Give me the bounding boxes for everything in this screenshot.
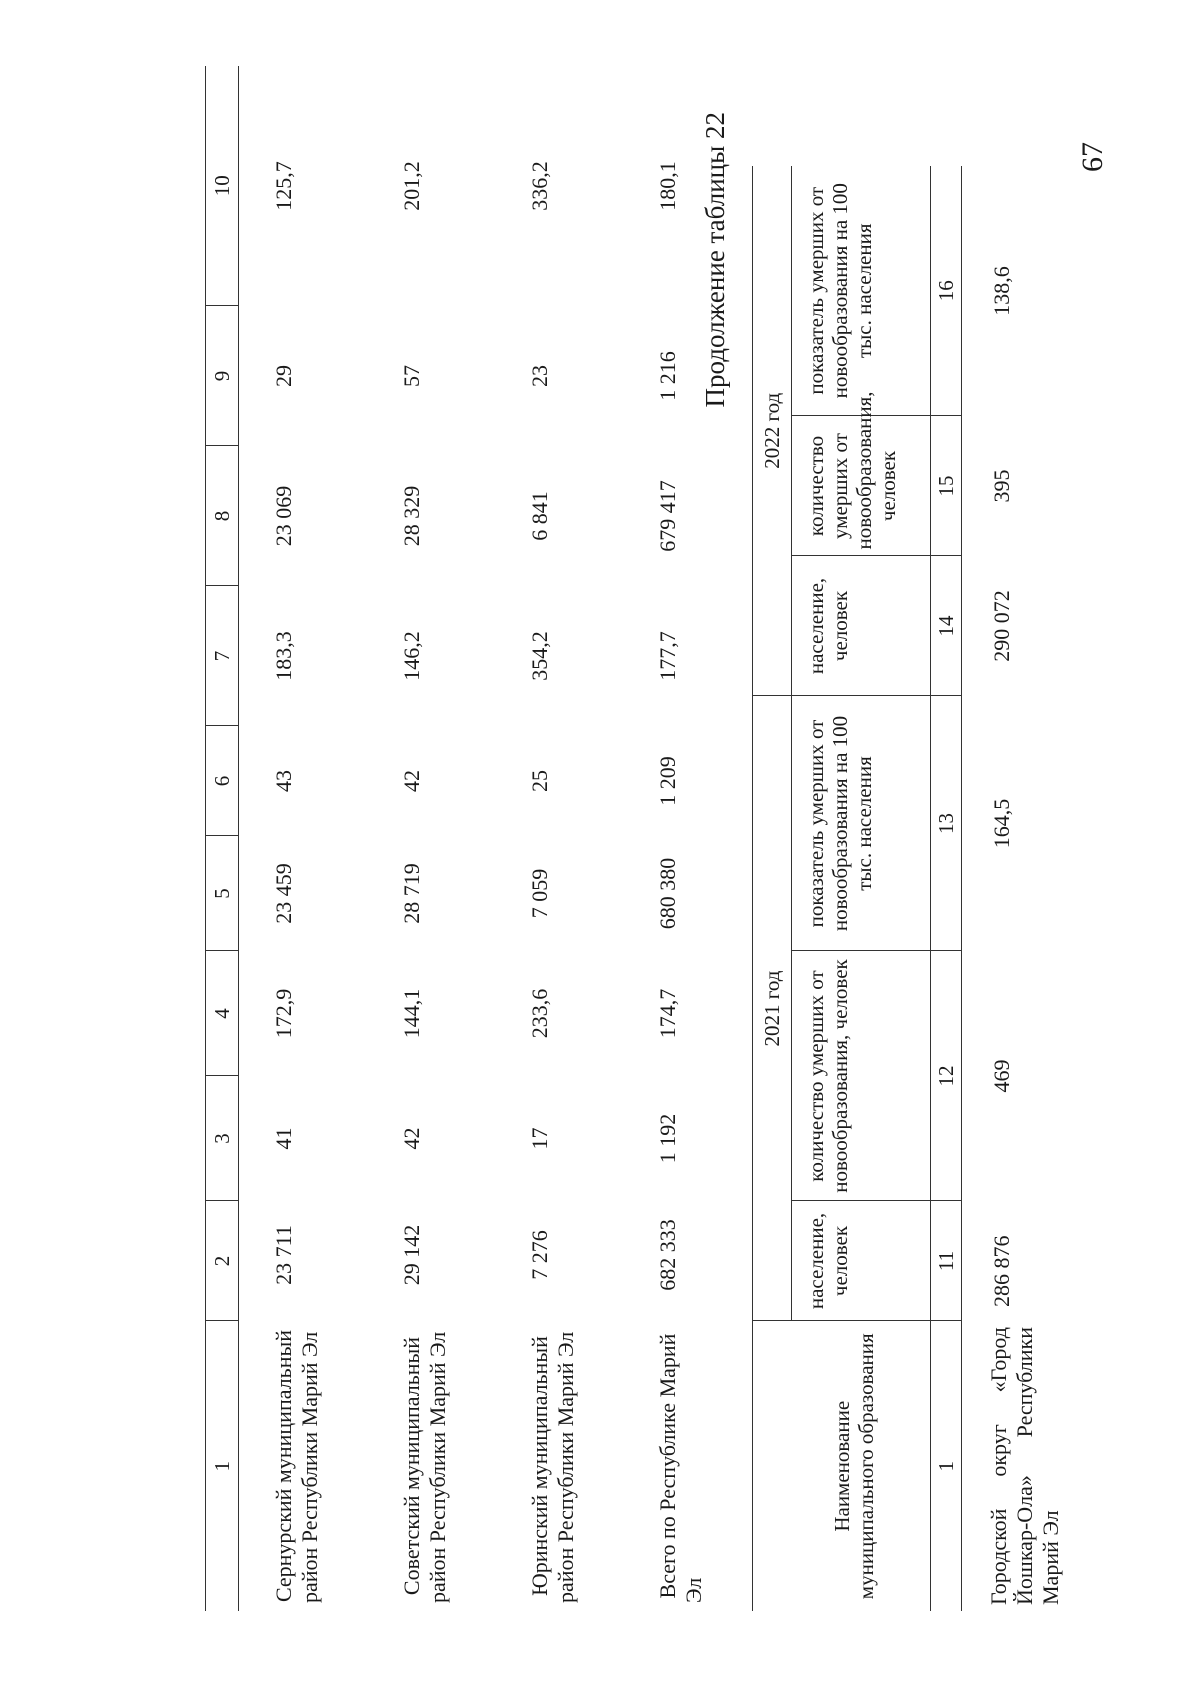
deaths-count-header: количество умерших от новообразования, человек	[792, 416, 931, 556]
table-cell: 7 276	[527, 1230, 552, 1280]
table-cell: 23 069	[271, 485, 296, 547]
table-row	[239, 66, 368, 1611]
table-cell: 1 192	[655, 1113, 680, 1164]
table-cell: 42	[399, 770, 424, 792]
table-cell: 177,7	[655, 631, 680, 681]
table-cell: 41	[271, 1127, 296, 1150]
table-continuation-caption: Продолжение таблицы 22	[700, 112, 730, 408]
main-table	[205, 66, 751, 1611]
municipality-name: Сернурский муниципальный район Республики Марий Эл	[271, 1329, 322, 1603]
municipality-name: Всего по Республике Марий Эл	[655, 1333, 706, 1603]
table-cell: 183,3	[271, 631, 296, 681]
column-number: 7	[206, 586, 239, 726]
table-cell: 290 072	[989, 590, 1014, 662]
table-cell: 23	[527, 365, 552, 387]
column-number: 2	[206, 1201, 239, 1321]
table-row	[367, 66, 495, 1611]
deaths-rate-header: показатель умерших от новообразования на 100 тыс. населения	[792, 166, 931, 416]
column-number: 11	[931, 1201, 962, 1321]
column-number-row	[206, 66, 239, 1611]
column-number: 14	[931, 556, 962, 696]
table-cell: 286 876	[989, 1235, 1014, 1307]
page-number: 67	[1076, 142, 1109, 172]
municipality-name: Городской округ «Город Йошкар-Ола» Республики Марий Эл	[986, 1327, 1063, 1605]
population-header: население, человек	[792, 1201, 931, 1321]
table-cell: 469	[989, 1059, 1014, 1093]
table-cell: 180,1	[655, 161, 680, 211]
year-2021-header: 2021 год	[753, 696, 792, 1321]
column-number: 9	[206, 306, 239, 446]
table-cell: 680 380	[655, 857, 680, 930]
table-cell: 354,2	[527, 631, 552, 681]
table-cell: 395	[989, 469, 1014, 503]
continuation-table	[752, 166, 1096, 1611]
table-cell: 42	[399, 1127, 424, 1150]
municipality-header: Наименование муниципального образования	[753, 1321, 931, 1611]
population-header: население, человек	[792, 556, 931, 696]
column-number: 4	[206, 951, 239, 1076]
table-cell: 1 209	[655, 756, 680, 806]
year-2022-header: 2022 год	[753, 166, 792, 696]
table-cell: 17	[527, 1127, 552, 1150]
table-cell: 28 719	[399, 863, 424, 924]
table-cell: 174,7	[655, 988, 680, 1039]
column-number: 1	[206, 1321, 239, 1611]
table-cell: 29 142	[399, 1224, 424, 1286]
table-cell: 172,9	[271, 988, 296, 1039]
column-number: 3	[206, 1076, 239, 1201]
municipality-name: Советский муниципальный район Республики Марий Эл	[399, 1331, 450, 1603]
table-row-total	[623, 66, 751, 1611]
table-cell: 233,6	[527, 988, 552, 1039]
table-cell: 28 329	[399, 485, 424, 547]
deaths-count-header: количество умерших от новообразования, человек	[792, 951, 931, 1201]
table-cell: 138,6	[989, 266, 1014, 316]
table-cell: 6 841	[527, 491, 552, 541]
column-number: 12	[931, 951, 962, 1201]
table-cell: 7 059	[527, 868, 552, 919]
year-header-row	[753, 166, 792, 1611]
table-cell: 201,2	[399, 161, 424, 211]
table-cell: 682 333	[655, 1219, 680, 1291]
column-number: 1	[931, 1321, 962, 1611]
table-cell: 164,5	[989, 798, 1014, 849]
table-cell: 144,1	[399, 988, 424, 1039]
table-cell: 29	[271, 365, 296, 387]
deaths-rate-header: показатель умерших от новообразования на 100 тыс. населения	[792, 696, 931, 951]
column-number: 6	[206, 726, 239, 836]
table-row	[495, 66, 623, 1611]
table-cell: 125,7	[271, 161, 296, 211]
column-number: 5	[206, 836, 239, 951]
table-cell: 679 417	[655, 480, 680, 552]
column-number: 10	[206, 66, 239, 306]
column-number: 13	[931, 696, 962, 951]
table-cell: 43	[271, 770, 296, 792]
table-cell: 23 459	[271, 863, 296, 924]
column-number: 8	[206, 446, 239, 586]
table-cell: 1 216	[655, 351, 680, 401]
table-cell: 336,2	[527, 161, 552, 211]
column-number-row	[931, 166, 962, 1611]
column-number: 16	[931, 166, 962, 416]
column-number: 15	[931, 416, 962, 556]
table-cell: 146,2	[399, 631, 424, 681]
municipality-name: Юринский муниципальный район Республики Марий Эл	[527, 1331, 578, 1603]
table-cell: 25	[527, 770, 552, 792]
table-row	[962, 166, 1097, 1611]
table-cell: 23 711	[271, 1225, 296, 1285]
table-cell: 57	[399, 365, 424, 387]
